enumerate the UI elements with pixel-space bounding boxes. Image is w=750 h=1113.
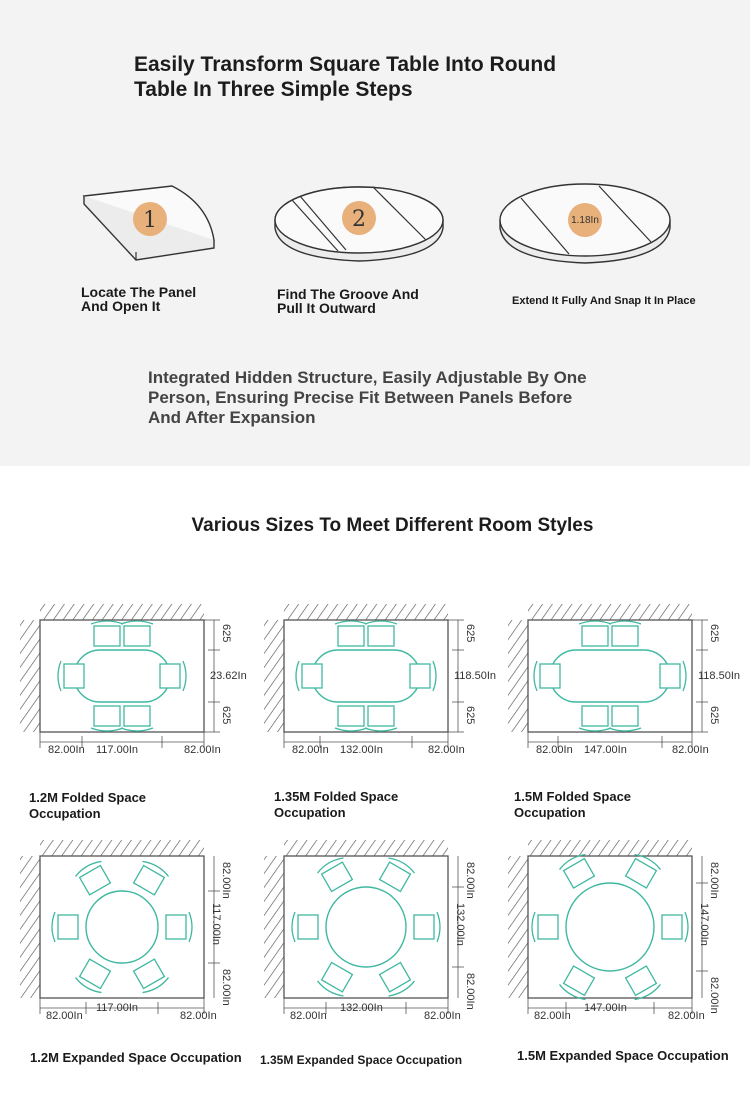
dimension-side-middle: 23.62In bbox=[210, 670, 247, 682]
expanded-caption-3: 1.5M Expanded Space Occupation bbox=[517, 1048, 729, 1063]
expanded-layout-1 bbox=[18, 834, 232, 1022]
dimension-side-top: 82.00In bbox=[464, 862, 476, 899]
folded-layout-1 bbox=[18, 600, 247, 765]
dimension-side-top: 82.00In bbox=[708, 862, 720, 899]
dimension-bottom-right: 82.00In bbox=[668, 1010, 705, 1022]
dimension-bottom-right: 82.00In bbox=[184, 744, 221, 756]
dimension-bottom-left: 82.00In bbox=[48, 744, 85, 756]
dimension-bottom-left: 82.00In bbox=[290, 1010, 327, 1022]
expanded-layout-2 bbox=[262, 834, 476, 1022]
dimension-bottom-middle: 117.00In bbox=[96, 744, 139, 756]
dimension-side-middle: 132.00In bbox=[454, 903, 466, 946]
expanded-layout-3 bbox=[506, 834, 720, 1022]
title-line-1: Easily Transform Square Table Into Round bbox=[134, 53, 557, 76]
feature-description: Integrated Hidden Structure, Easily Adjustable By One Person, Ensuring Precise Fit Between Panels Before And After Expansion bbox=[148, 368, 587, 427]
dimension-bottom-middle: 117.00In bbox=[96, 1002, 139, 1014]
dimension-bottom-right: 82.00In bbox=[424, 1010, 461, 1022]
dimension-side-middle: 117.00In bbox=[210, 903, 222, 946]
sizes-section-title: Various Sizes To Meet Different Room Styles bbox=[191, 515, 594, 536]
expanded-caption-1: 1.2M Expanded Space Occupation bbox=[30, 1050, 242, 1065]
dimension-bottom-right: 82.00In bbox=[180, 1010, 217, 1022]
dimension-side-top: 625 bbox=[464, 624, 476, 643]
dimension-side-bottom: 625 bbox=[220, 706, 232, 725]
dimension-side-bottom: 625 bbox=[708, 706, 720, 725]
step-2-number: 2 bbox=[352, 207, 366, 232]
page-title bbox=[134, 52, 614, 102]
step-2-table-illustration bbox=[270, 182, 448, 262]
folded-layout-2 bbox=[262, 600, 497, 765]
dimension-side-bottom: 625 bbox=[464, 706, 476, 725]
dimension-side-middle: 118.50In bbox=[698, 670, 741, 682]
step-1-label: Locate The Panel And Open It bbox=[81, 284, 197, 314]
dimension-bottom-right: 82.00In bbox=[672, 744, 709, 756]
dimension-side-top: 625 bbox=[708, 624, 720, 643]
dimension-bottom-middle: 132.00In bbox=[340, 744, 383, 756]
folded-layout-3 bbox=[506, 600, 741, 765]
step-3-number: 1.18In bbox=[571, 215, 599, 226]
step-2-label: Find The Groove And Pull It Outward bbox=[277, 286, 419, 316]
dimension-side-middle: 118.50In bbox=[454, 670, 497, 682]
dimension-side-top: 625 bbox=[220, 624, 232, 643]
dimension-side-middle: 147.00In bbox=[698, 903, 710, 946]
dimension-side-bottom: 82.00In bbox=[708, 977, 720, 1014]
folded-caption-1: 1.2M Folded Space Occupation bbox=[29, 790, 147, 821]
step-1-table-illustration bbox=[80, 182, 220, 262]
step-1-number: 1 bbox=[143, 208, 157, 233]
dimension-bottom-right: 82.00In bbox=[428, 744, 465, 756]
folded-table bbox=[74, 650, 170, 702]
dimension-side-top: 82.00In bbox=[220, 862, 232, 899]
dimension-side-bottom: 82.00In bbox=[464, 973, 476, 1010]
dimension-bottom-middle: 132.00In bbox=[340, 1002, 383, 1014]
folded-table bbox=[550, 650, 670, 702]
dimension-bottom-middle: 147.00In bbox=[584, 744, 627, 756]
expanded-caption-2: 1.35M Expanded Space Occupation bbox=[260, 1053, 463, 1067]
dimension-bottom-left: 82.00In bbox=[46, 1010, 83, 1022]
step-3-table-illustration bbox=[495, 180, 675, 266]
folded-caption-2: 1.35M Folded Space Occupation bbox=[274, 789, 399, 820]
dimension-bottom-left: 82.00In bbox=[536, 744, 573, 756]
dimension-side-bottom: 82.00In bbox=[220, 969, 232, 1006]
dimension-bottom-left: 82.00In bbox=[534, 1010, 571, 1022]
dimension-bottom-middle: 147.00In bbox=[584, 1002, 627, 1014]
folded-caption-3: 1.5M Folded Space Occupation bbox=[514, 789, 632, 820]
step-3-label: Extend It Fully And Snap It In Place bbox=[512, 295, 696, 307]
folded-table bbox=[312, 650, 420, 702]
title-line-2: Table In Three Simple Steps bbox=[134, 78, 413, 101]
dimension-bottom-left: 82.00In bbox=[292, 744, 329, 756]
